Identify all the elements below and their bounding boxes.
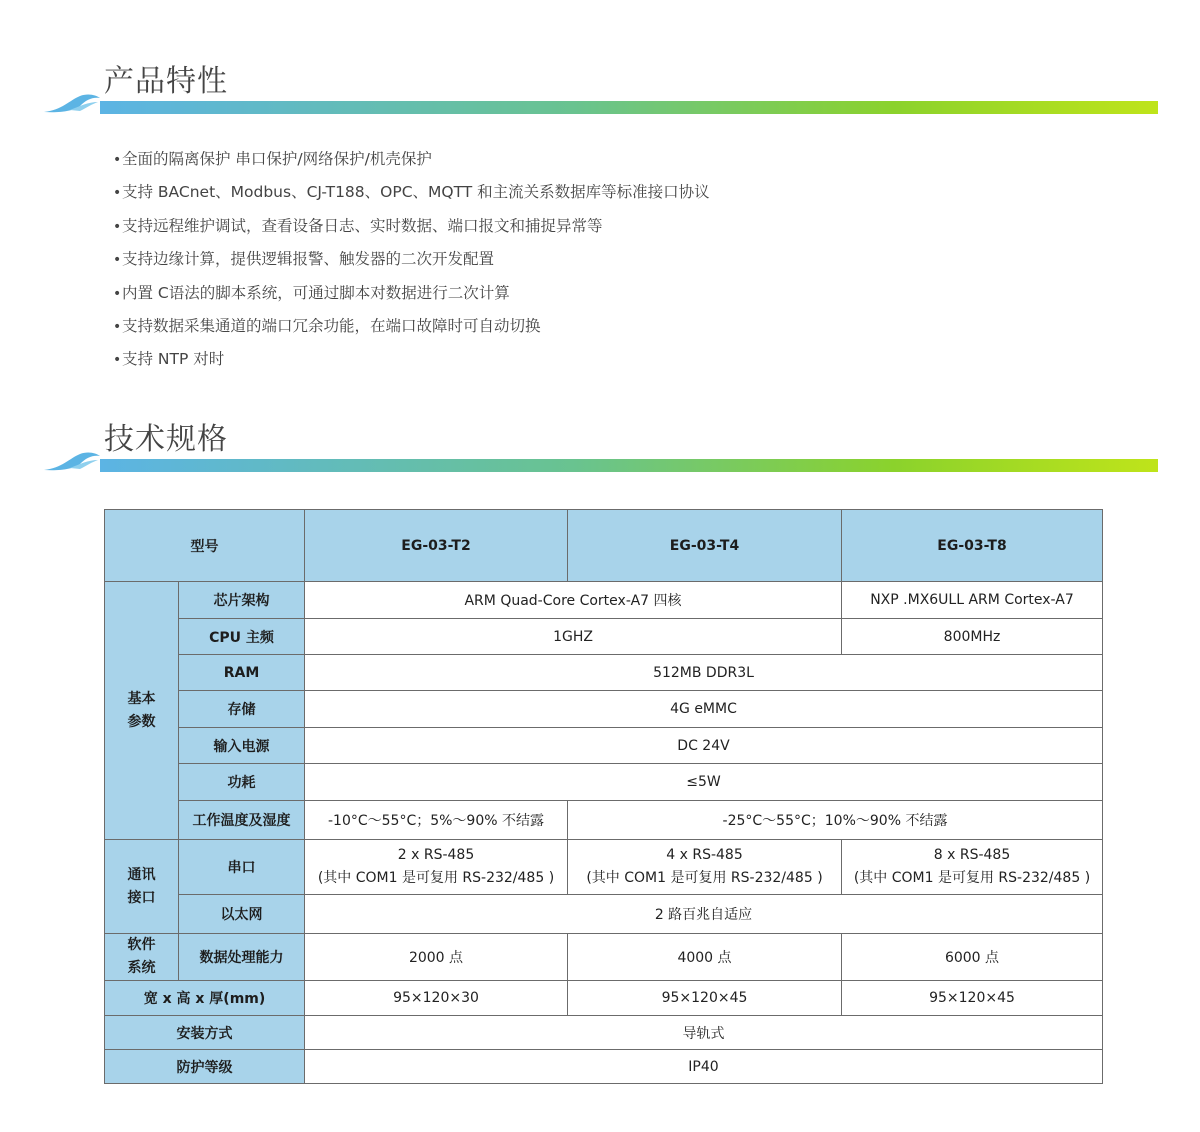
consumption-label: 功耗 — [179, 764, 305, 801]
model-header: 型号 — [105, 510, 305, 582]
protection-value: IP40 — [305, 1050, 1103, 1084]
points-t4-value: 4000 点 — [568, 934, 842, 981]
feature-item: •支持 NTP 对时 — [113, 350, 225, 369]
spec-header-row — [105, 510, 1103, 582]
group-label-line: 参数 — [127, 713, 156, 730]
spec-table — [104, 509, 1103, 1084]
cpu-t2t4-value: 1GHZ — [305, 619, 842, 655]
feature-item: •支持数据采集通道的端口冗余功能，在端口故障时可自动切换 — [113, 316, 541, 335]
table-row — [105, 840, 1103, 895]
model-t8-header: EG-03-T8 — [842, 510, 1103, 582]
features-title: 产品特性 — [104, 64, 228, 99]
table-row — [105, 801, 1103, 840]
feature-list — [113, 143, 710, 377]
power-label: 输入电源 — [179, 728, 305, 764]
points-t2-value: 2000 点 — [305, 934, 568, 981]
features-gradient-bar — [100, 101, 1158, 114]
group-label-line: 基本 — [127, 690, 156, 707]
group-label-line: 系统 — [127, 960, 156, 976]
size-t4-value: 95×120×45 — [568, 981, 842, 1016]
features-section-header — [40, 54, 1160, 114]
basic-group-label — [105, 582, 179, 840]
serial-count: 2 x RS-485 — [397, 847, 475, 863]
feature-text: 全面的隔离保护 串口保护/网络保护/机壳保护 — [122, 150, 432, 168]
model-t4-header: EG-03-T4 — [568, 510, 842, 582]
mount-value: 导轨式 — [305, 1016, 1103, 1050]
points-label: 数据处理能力 — [179, 934, 305, 981]
serial-t2-value — [305, 840, 568, 895]
feature-text: 支持远程维护调试，查看设备日志、实时数据、端口报文和捕捉异常等 — [122, 216, 603, 235]
chip-t8-value: NXP .MX6ULL ARM Cortex-A7 — [842, 582, 1103, 619]
protection-label: 防护等级 — [105, 1050, 305, 1084]
comm-group-label — [105, 840, 179, 934]
table-row — [105, 655, 1103, 691]
feature-item: •支持远程维护调试，查看设备日志、实时数据、端口报文和捕捉异常等 — [113, 216, 603, 235]
table-row — [105, 934, 1103, 981]
table-row — [105, 1016, 1103, 1050]
serial-count: 8 x RS-485 — [933, 847, 1011, 863]
feature-item: •支持 BACnet、Modbus、CJ-T188、OPC、MQTT 和主流关系数据库等标准接口协议 — [113, 183, 710, 202]
table-row — [105, 619, 1103, 655]
feature-item: •全面的隔离保护 串口保护/网络保护/机壳保护 — [113, 150, 432, 168]
feature-text: 内置 C语法的脚本系统，可通过脚本对数据进行二次计算 — [122, 283, 510, 302]
serial-note: (其中 COM1 是可复用 RS-232/485 ) — [586, 870, 823, 886]
storage-value: 4G eMMC — [305, 691, 1103, 728]
table-row — [105, 981, 1103, 1016]
ram-value: 512MB DDR3L — [305, 655, 1103, 691]
serial-t4-value — [568, 840, 842, 895]
size-label: 宽 x 高 x 厚(mm) — [105, 981, 305, 1016]
serial-label: 串口 — [179, 840, 305, 895]
chip-label: 芯片架构 — [179, 582, 305, 619]
group-label-line: 接口 — [127, 889, 156, 906]
power-value: DC 24V — [305, 728, 1103, 764]
table-row — [105, 691, 1103, 728]
feature-text: 支持边缘计算，提供逻辑报警、触发器的二次开发配置 — [122, 250, 495, 269]
serial-note: (其中 COM1 是可复用 RS-232/485 ) — [317, 870, 555, 886]
feature-text: 支持 NTP 对时 — [122, 350, 225, 369]
ethernet-label: 以太网 — [179, 895, 305, 934]
cpu-t8-value: 800MHz — [842, 619, 1103, 655]
spec-section-header — [40, 412, 1160, 472]
size-t2-value: 95×120×30 — [305, 981, 568, 1016]
ethernet-value: 2 路百兆自适应 — [305, 895, 1103, 934]
table-row — [105, 764, 1103, 801]
software-group-label — [105, 934, 179, 981]
model-t2-header: EG-03-T2 — [305, 510, 568, 582]
table-row — [105, 1050, 1103, 1084]
feature-text: 支持数据采集通道的端口冗余功能，在端口故障时可自动切换 — [122, 316, 541, 335]
temp-t2-value: -10°C～55°C；5%～90% 不结露 — [305, 801, 568, 840]
mount-label: 安装方式 — [105, 1016, 305, 1050]
feature-text: 支持 BACnet、Modbus、CJ-T188、OPC、MQTT 和主流关系数据库等标准接口协议 — [122, 183, 710, 202]
table-row — [105, 728, 1103, 764]
chip-t2t4-value: ARM Quad-Core Cortex-A7 四核 — [305, 582, 842, 619]
feature-item: •支持边缘计算，提供逻辑报警、触发器的二次开发配置 — [113, 250, 495, 269]
ram-label: RAM — [179, 655, 305, 691]
table-row — [105, 582, 1103, 619]
group-label-line: 通讯 — [127, 866, 156, 883]
storage-label: 存储 — [179, 691, 305, 728]
serial-note: (其中 COM1 是可复用 RS-232/485 ) — [853, 870, 1091, 886]
temp-label: 工作温度及湿度 — [179, 801, 305, 840]
size-t8-value: 95×120×45 — [842, 981, 1103, 1016]
temp-t4t8-value: -25°C～55°C；10%～90% 不结露 — [568, 801, 1103, 840]
feature-item: •内置 C语法的脚本系统，可通过脚本对数据进行二次计算 — [113, 283, 510, 302]
table-row — [105, 895, 1103, 934]
group-label-line: 软件 — [127, 937, 156, 953]
cpu-label: CPU 主频 — [179, 619, 305, 655]
consumption-value: ≤5W — [305, 764, 1103, 801]
points-t8-value: 6000 点 — [842, 934, 1103, 981]
spec-gradient-bar — [100, 459, 1158, 472]
spec-title: 技术规格 — [104, 422, 228, 457]
serial-t8-value — [842, 840, 1103, 895]
serial-count: 4 x RS-485 — [666, 847, 743, 863]
